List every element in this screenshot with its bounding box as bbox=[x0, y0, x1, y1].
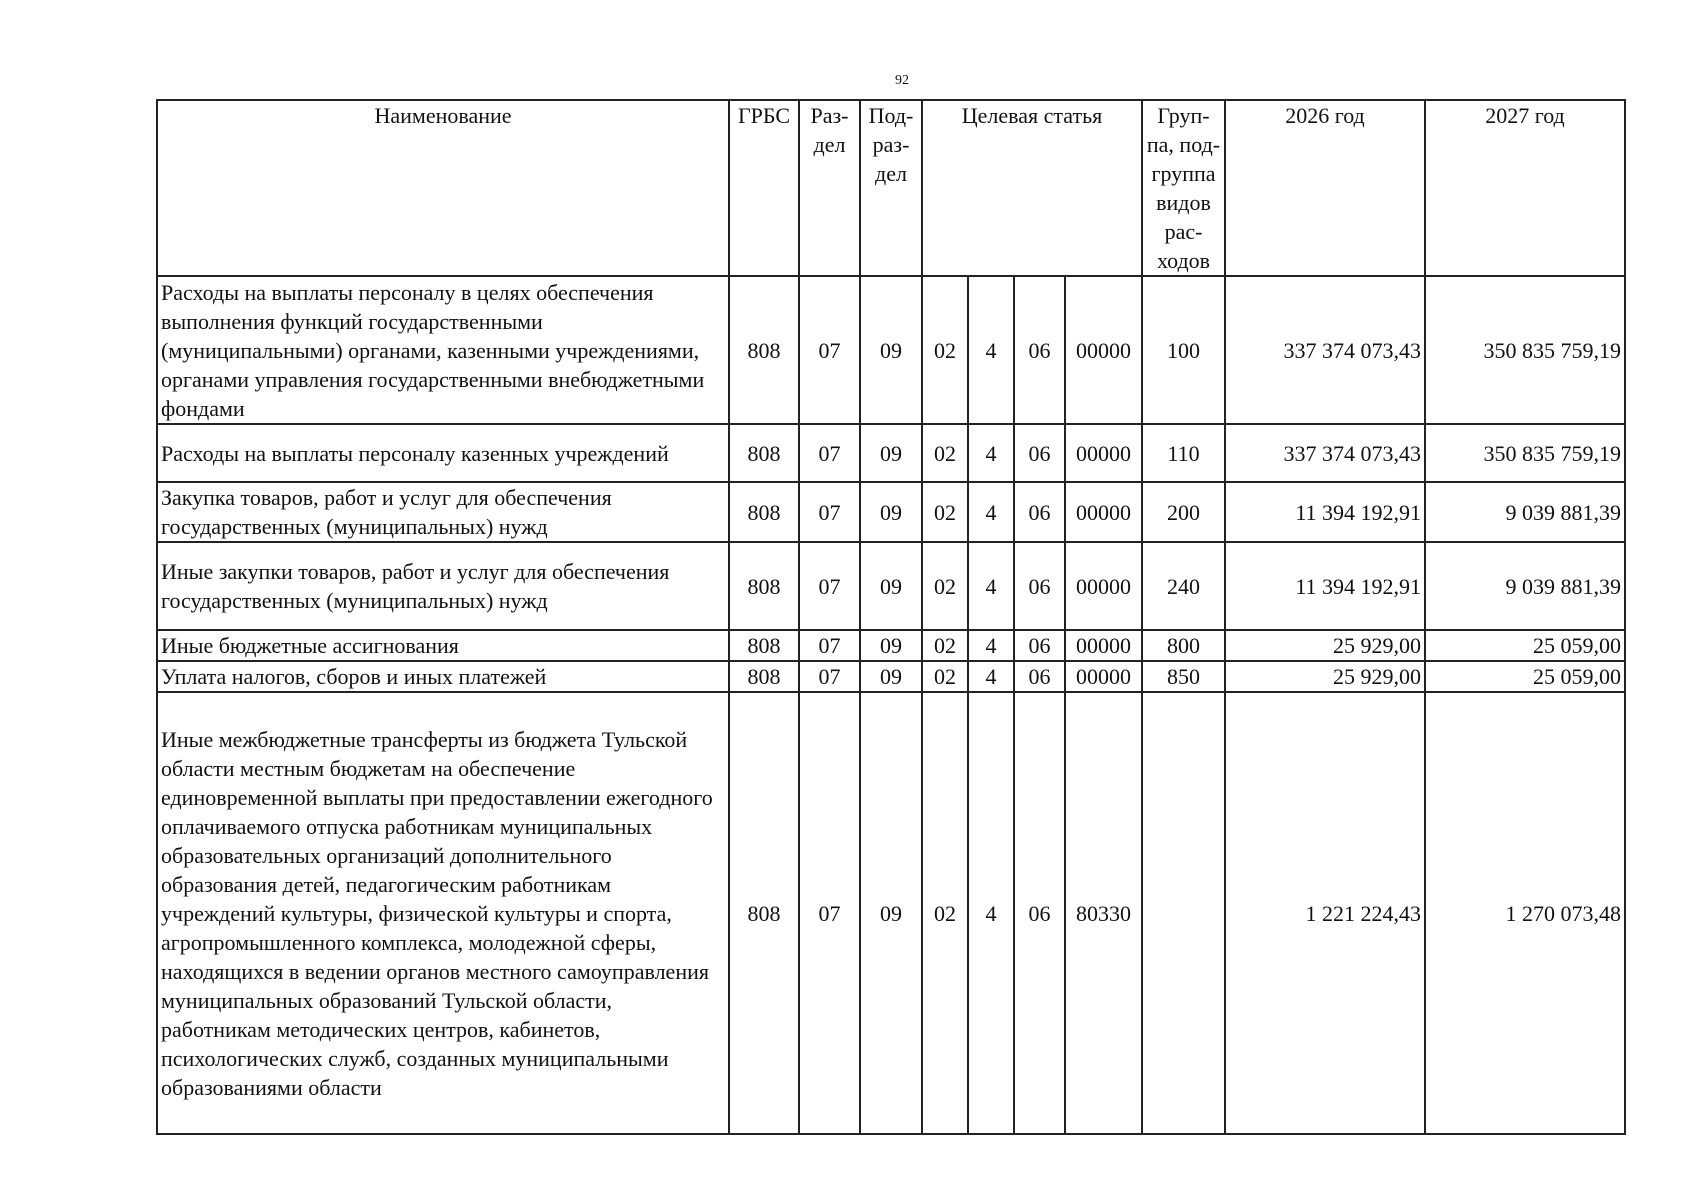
row-cs-subprogram: 06 bbox=[1014, 424, 1065, 482]
row-name: Уплата налогов, сборов и иных платежей bbox=[157, 661, 729, 692]
row-cs-direction: 00000 bbox=[1065, 542, 1142, 630]
header-2027: 2027 год bbox=[1425, 100, 1625, 276]
header-celevaya-statya: Целевая статья bbox=[922, 100, 1142, 276]
row-razdel: 07 bbox=[799, 482, 860, 542]
table-row bbox=[157, 424, 1625, 482]
row-razdel: 07 bbox=[799, 692, 860, 1134]
row-cs-program: 02 bbox=[922, 692, 968, 1134]
row-podrazdel: 09 bbox=[860, 276, 922, 424]
row-2027: 25 059,00 bbox=[1425, 661, 1625, 692]
row-razdel: 07 bbox=[799, 276, 860, 424]
row-cs-program: 02 bbox=[922, 276, 968, 424]
row-2027: 350 835 759,19 bbox=[1425, 424, 1625, 482]
row-vr: 850 bbox=[1142, 661, 1225, 692]
row-vr bbox=[1142, 692, 1225, 1134]
row-2026: 25 929,00 bbox=[1225, 630, 1425, 661]
row-cs-subprogram: 06 bbox=[1014, 630, 1065, 661]
row-vr: 100 bbox=[1142, 276, 1225, 424]
row-grbs: 808 bbox=[729, 630, 799, 661]
row-cs-subprogram: 06 bbox=[1014, 276, 1065, 424]
row-name: Иные закупки товаров, работ и услуг для обеспечения государственных (муниципальных) нужд bbox=[157, 542, 729, 630]
row-grbs: 808 bbox=[729, 661, 799, 692]
row-name: Расходы на выплаты персоналу казенных учреждений bbox=[157, 424, 729, 482]
row-vr: 110 bbox=[1142, 424, 1225, 482]
row-2027: 1 270 073,48 bbox=[1425, 692, 1625, 1134]
row-cs-type: 4 bbox=[968, 661, 1014, 692]
row-2026: 11 394 192,91 bbox=[1225, 542, 1425, 630]
row-cs-type: 4 bbox=[968, 482, 1014, 542]
row-vr: 800 bbox=[1142, 630, 1225, 661]
row-2027: 25 059,00 bbox=[1425, 630, 1625, 661]
row-2026: 25 929,00 bbox=[1225, 661, 1425, 692]
budget-table bbox=[156, 99, 1626, 1135]
header-2026: 2026 год bbox=[1225, 100, 1425, 276]
row-2026: 11 394 192,91 bbox=[1225, 482, 1425, 542]
row-podrazdel: 09 bbox=[860, 692, 922, 1134]
page-number: 92 bbox=[895, 73, 909, 88]
row-cs-direction: 00000 bbox=[1065, 482, 1142, 542]
header-name: Наименование bbox=[157, 100, 729, 276]
row-vr: 200 bbox=[1142, 482, 1225, 542]
row-cs-type: 4 bbox=[968, 424, 1014, 482]
row-2026: 1 221 224,43 bbox=[1225, 692, 1425, 1134]
header-gruppa-vidov-rashodov: Груп- па, под- группа видов рас- ходов bbox=[1142, 100, 1225, 276]
row-podrazdel: 09 bbox=[860, 661, 922, 692]
row-2027: 9 039 881,39 bbox=[1425, 542, 1625, 630]
row-name: Закупка товаров, работ и услуг для обеспечения государственных (муниципальных) нужд bbox=[157, 482, 729, 542]
row-cs-program: 02 bbox=[922, 482, 968, 542]
row-cs-direction: 00000 bbox=[1065, 630, 1142, 661]
row-2026: 337 374 073,43 bbox=[1225, 276, 1425, 424]
row-grbs: 808 bbox=[729, 692, 799, 1134]
row-grbs: 808 bbox=[729, 424, 799, 482]
row-cs-direction: 00000 bbox=[1065, 424, 1142, 482]
row-podrazdel: 09 bbox=[860, 630, 922, 661]
row-cs-subprogram: 06 bbox=[1014, 482, 1065, 542]
row-name: Иные бюджетные ассигнования bbox=[157, 630, 729, 661]
row-grbs: 808 bbox=[729, 482, 799, 542]
table-row bbox=[157, 482, 1625, 542]
row-cs-program: 02 bbox=[922, 630, 968, 661]
row-razdel: 07 bbox=[799, 542, 860, 630]
header-razdel: Раз- дел bbox=[799, 100, 860, 276]
row-cs-direction: 00000 bbox=[1065, 276, 1142, 424]
row-cs-program: 02 bbox=[922, 542, 968, 630]
table-row bbox=[157, 542, 1625, 630]
row-2027: 9 039 881,39 bbox=[1425, 482, 1625, 542]
row-podrazdel: 09 bbox=[860, 542, 922, 630]
row-grbs: 808 bbox=[729, 276, 799, 424]
row-cs-direction: 80330 bbox=[1065, 692, 1142, 1134]
row-cs-type: 4 bbox=[968, 276, 1014, 424]
row-cs-subprogram: 06 bbox=[1014, 692, 1065, 1134]
table-row bbox=[157, 276, 1625, 424]
table-row bbox=[157, 661, 1625, 692]
row-cs-direction: 00000 bbox=[1065, 661, 1142, 692]
row-name: Расходы на выплаты персоналу в целях обеспечения выполнения функций государственными (муниципальными) органами, казенными учреждениями, органами управления государственными внебюджетными фондами bbox=[157, 276, 729, 424]
row-grbs: 808 bbox=[729, 542, 799, 630]
row-podrazdel: 09 bbox=[860, 424, 922, 482]
row-cs-subprogram: 06 bbox=[1014, 542, 1065, 630]
row-vr: 240 bbox=[1142, 542, 1225, 630]
row-2027: 350 835 759,19 bbox=[1425, 276, 1625, 424]
row-razdel: 07 bbox=[799, 424, 860, 482]
row-name: Иные межбюджетные трансферты из бюджета Тульской области местным бюджетам на обеспечение единовременной выплаты при предоставлении ежегодного оплачиваемого отпуска работникам муниципальных образовательных организаций дополнительного образования детей, педагогическим работникам учреждений культуры, физической культуры и спорта, агропромышленного комплекса, молодежной сферы, находящихся в ведении органов местного самоуправления муниципальных образований Тульской области, работникам методических центров, кабинетов, психологических служб, созданных муниципальными образованиями области bbox=[157, 692, 729, 1134]
row-razdel: 07 bbox=[799, 661, 860, 692]
row-cs-type: 4 bbox=[968, 542, 1014, 630]
header-row bbox=[157, 100, 1625, 276]
row-cs-program: 02 bbox=[922, 424, 968, 482]
row-cs-type: 4 bbox=[968, 630, 1014, 661]
row-2026: 337 374 073,43 bbox=[1225, 424, 1425, 482]
row-cs-type: 4 bbox=[968, 692, 1014, 1134]
header-podrazdel: Под- раз- дел bbox=[860, 100, 922, 276]
header-grbs: ГРБС bbox=[729, 100, 799, 276]
row-razdel: 07 bbox=[799, 630, 860, 661]
row-cs-program: 02 bbox=[922, 661, 968, 692]
table-row bbox=[157, 692, 1625, 1134]
row-cs-subprogram: 06 bbox=[1014, 661, 1065, 692]
row-podrazdel: 09 bbox=[860, 482, 922, 542]
table-row bbox=[157, 630, 1625, 661]
